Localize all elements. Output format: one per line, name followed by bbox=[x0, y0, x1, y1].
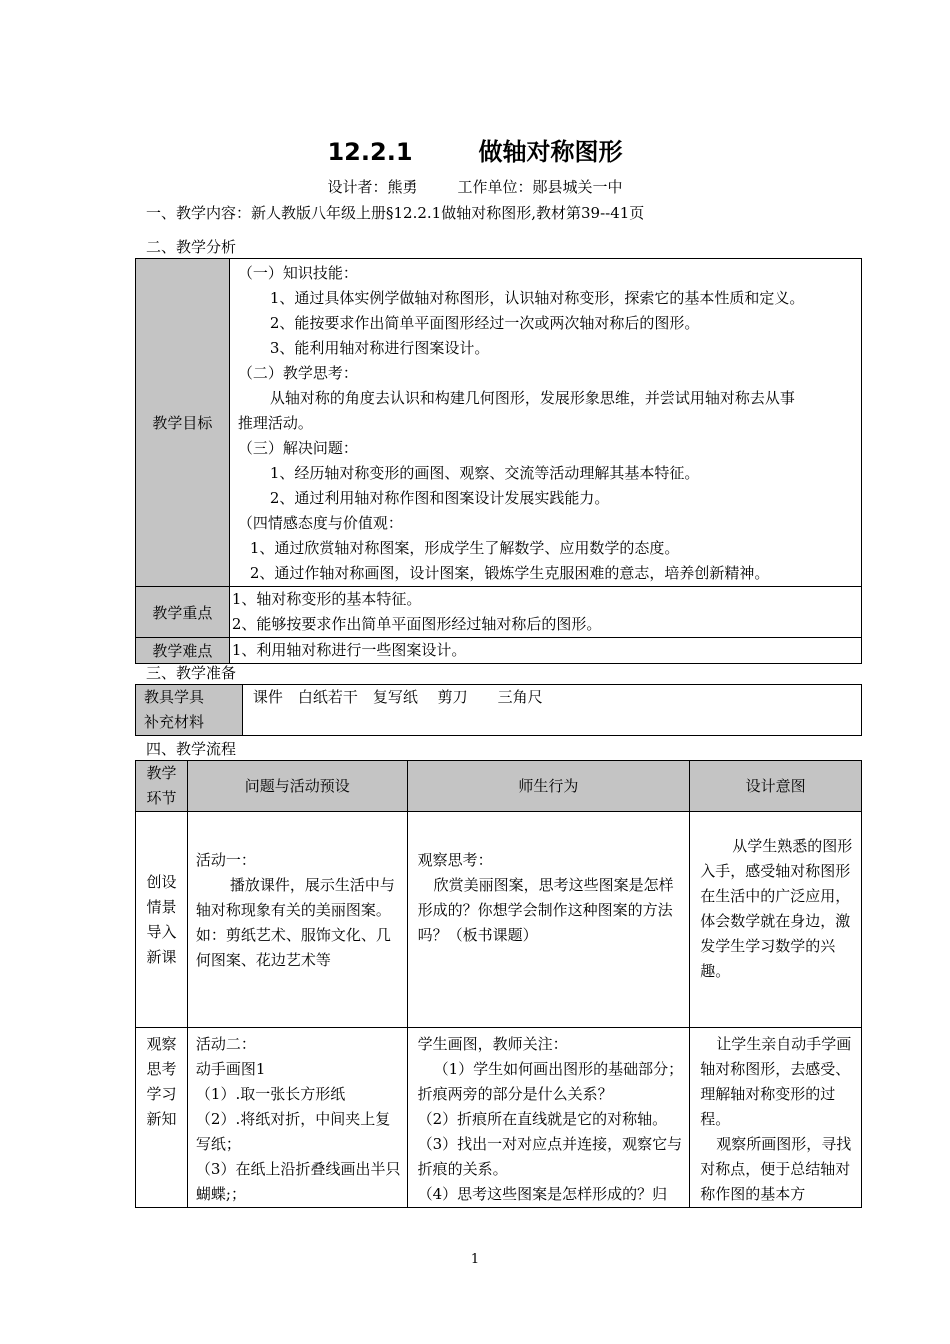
stage-cell bbox=[136, 812, 188, 1028]
stage-line: 观察 bbox=[146, 1035, 177, 1053]
materials-label bbox=[136, 685, 243, 736]
stage-line: 情景 bbox=[146, 897, 177, 916]
stage-line: 新知 bbox=[146, 1110, 177, 1128]
goals-line: （一）知识技能： bbox=[237, 264, 358, 282]
difficult-points-label: 教学难点 bbox=[136, 638, 230, 664]
behavior-cell bbox=[407, 1028, 690, 1208]
intent-cell bbox=[690, 1028, 862, 1208]
intent-cell bbox=[690, 812, 862, 1028]
page-number: 1 bbox=[470, 1252, 480, 1267]
header-stage-line: 环节 bbox=[146, 789, 177, 807]
activity-line: 活动二： bbox=[195, 1035, 256, 1053]
activity-cell bbox=[187, 1028, 407, 1208]
behavior-line: （4）思考这些图案是怎样形成的？归 bbox=[417, 1185, 668, 1203]
goals-line: 1、通过欣赏轴对称图案，形成学生了解数学、应用数学的态度。 bbox=[249, 539, 680, 557]
activity-line: 播放课件，展示生活中与轴对称现象有关的美丽图案。如：剪纸艺术、服饰文化、几何图案、花边艺术等 bbox=[195, 876, 395, 969]
page-title bbox=[0, 132, 950, 167]
work-unit: 工作单位：郧县城关一中 bbox=[457, 178, 623, 196]
goals-line: 2、通过利用轴对称作图和图案设计发展实践能力。 bbox=[269, 489, 610, 507]
behavior-line: （1）学生如何画出图形的基础部分；折痕两旁的部分是什么关系？ bbox=[417, 1060, 684, 1103]
stage-line: 学习 bbox=[146, 1085, 177, 1103]
header-stage bbox=[136, 761, 188, 812]
behavior-line: 观察思考： bbox=[417, 851, 493, 869]
behavior-line: 欣赏美丽图案，思考这些图案是怎样形成的？你想学会制作这种图案的方法吗？（板书课题） bbox=[417, 876, 674, 944]
table-row bbox=[136, 812, 862, 1028]
title-text: 做轴对称图形 bbox=[478, 138, 623, 166]
materials-label-line1: 教具学具 bbox=[144, 688, 205, 706]
stage-cell bbox=[136, 1028, 188, 1208]
goals-line: 3、能利用轴对称进行图案设计。 bbox=[269, 339, 490, 357]
activity-line: 活动一： bbox=[195, 851, 256, 869]
section-flow: 四、教学流程 bbox=[146, 740, 237, 758]
materials-label-line2: 补充材料 bbox=[144, 713, 205, 731]
key-point-line: 1、轴对称变形的基本特征。 bbox=[231, 590, 422, 608]
goals-line: （四情感态度与价值观： bbox=[237, 514, 403, 532]
stage-line: 新课 bbox=[146, 947, 177, 966]
stage-line: 导入 bbox=[146, 922, 177, 941]
behavior-line: （3）找出一对对应点并连接，观察它与折痕的关系。 bbox=[417, 1135, 683, 1178]
section-analysis: 二、教学分析 bbox=[146, 238, 237, 256]
stage-line: 创设 bbox=[146, 872, 177, 891]
goals-line: 1、通过具体实例学做轴对称图形，认识轴对称变形，探索它的基本性质和定义。 bbox=[269, 289, 805, 307]
goals-label: 教学目标 bbox=[136, 259, 230, 587]
key-points-content bbox=[229, 587, 861, 638]
header-stage-line: 教学 bbox=[146, 764, 177, 782]
goals-line: 推理活动。 bbox=[237, 414, 313, 432]
author-line bbox=[0, 176, 950, 197]
flow-table bbox=[135, 760, 862, 1208]
intent-line: 观察所画图形，寻找对称点，便于总结轴对称作图的基本方 bbox=[700, 1135, 852, 1203]
goals-content bbox=[229, 259, 861, 587]
behavior-line: 学生画图，教师关注： bbox=[417, 1035, 568, 1053]
table-row bbox=[136, 1028, 862, 1208]
stage-line: 思考 bbox=[146, 1060, 177, 1078]
materials-items: 课件 白纸若干 复写纸 剪刀 三角尺 bbox=[242, 685, 861, 736]
key-point-line: 2、能够按要求作出简单平面图形经过轴对称后的图形。 bbox=[231, 615, 602, 633]
behavior-line: （2）折痕所在直线就是它的对称轴。 bbox=[417, 1110, 668, 1128]
goals-line: 从轴对称的角度去认识和构建几何图形，发展形象思维，并尝试用轴对称去从事 bbox=[269, 389, 795, 407]
goals-line: （三）解决问题： bbox=[237, 439, 358, 457]
difficult-points-content: 1、利用轴对称进行一些图案设计。 bbox=[229, 638, 861, 664]
activity-line: （1）.取一张长方形纸 bbox=[195, 1085, 346, 1103]
header-behavior: 师生行为 bbox=[407, 761, 690, 812]
goals-line: 1、经历轴对称变形的画图、观察、交流等活动理解其基本特征。 bbox=[269, 464, 700, 482]
title-number: 12.2.1 bbox=[327, 138, 413, 166]
goals-line: （二）教学思考： bbox=[237, 364, 358, 382]
activity-line: 动手画图1 bbox=[195, 1060, 266, 1078]
goals-line: 2、通过作轴对称画图，设计图案，锻炼学生克服困难的意志，培养创新精神。 bbox=[249, 564, 770, 582]
activity-line: （2）.将纸对折，中间夹上复写纸； bbox=[195, 1110, 391, 1153]
key-points-label: 教学重点 bbox=[136, 587, 230, 638]
intent-line: 从学生熟悉的图形入手，感受轴对称图形在生活中的广泛应用，体会数学就在身边，激发学生学习数学的兴趣。 bbox=[700, 837, 853, 980]
header-activity: 问题与活动预设 bbox=[187, 761, 407, 812]
designer: 设计者：熊勇 bbox=[327, 178, 418, 196]
header-intent: 设计意图 bbox=[690, 761, 862, 812]
section-content: 一、教学内容：新人教版八年级上册§12.2.1做轴对称图形,教材第39--41页 bbox=[146, 204, 645, 222]
analysis-table bbox=[135, 258, 862, 664]
section-preparation: 三、教学准备 bbox=[146, 664, 237, 682]
activity-cell bbox=[187, 812, 407, 1028]
activity-line: （3）在纸上沿折叠线画出半只蝴蝶;； bbox=[195, 1160, 401, 1203]
materials-table bbox=[135, 684, 862, 736]
goals-line: 2、能按要求作出简单平面图形经过一次或两次轴对称后的图形。 bbox=[269, 314, 700, 332]
intent-line: 让学生亲自动手学画轴对称图形，去感受、理解轴对称变形的过程。 bbox=[700, 1035, 852, 1128]
behavior-cell bbox=[407, 812, 690, 1028]
